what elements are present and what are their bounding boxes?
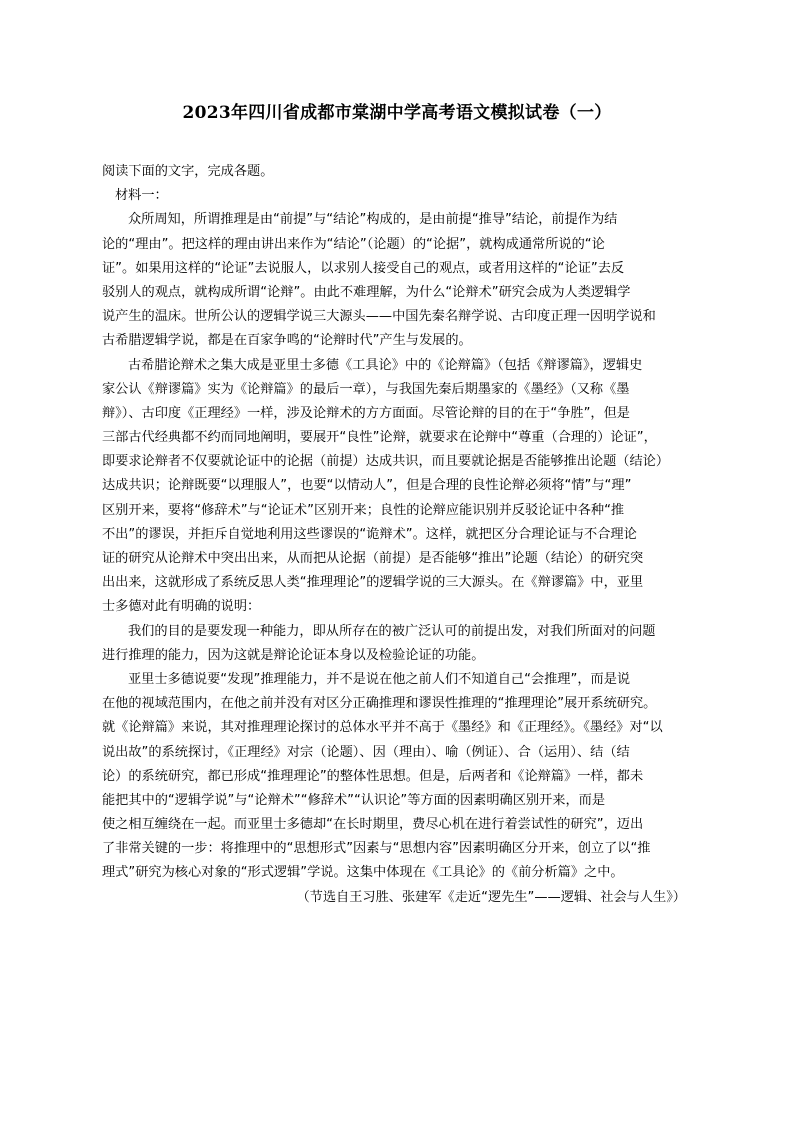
text-line: 不出”的谬误，并拒斥自觉地利用这些谬误的“诡辩术”。这样，就把区分合理论证与不合理论 [102,526,637,542]
text-line: 进行推理的能力，因为这就是辩论论证本身以及检验论证的功能。 [102,647,485,663]
text-line: 理式”研究为核心对象的“形式逻辑”学说。这集中体现在《工具论》的《前分析篇》之中。 [102,865,624,881]
text-line: 我们的目的是要发现一种能力，即从所存在的被广泛认可的前提出发，对我们所面对的问题 [128,623,656,639]
text-line: 家公认《辩谬篇》实为《论辩篇》的最后一章），与我国先秦后期墨家的《墨经》（又称《墨 [102,381,630,397]
text-line: 使之相互缠绕在一起。而亚里士多德却“在长时期里，费尽心机在进行着尝试性的研究”，迈出 [102,817,644,833]
text-line: 材料一： [115,188,168,204]
text-line: 了非常关键的一步：将推理中的“思想形式”因素与“思想内容”因素明确区分开来，创立了以“推 [102,841,651,857]
text-line: 阅读下面的文字，完成各题。 [102,164,274,179]
text-line: 论）的系统研究，都已形成“推理理论”的整体性思想。但是，后两者和《论辩篇》一样，都未 [102,768,644,784]
text-line: 辩》）、古印度《正理经》一样，涉及论辩术的方方面面。尽管论辩的目的在于“争胜”，但是 [102,405,630,421]
text-line: 在他的视域范围内，在他之前并没有对区分正确推理和谬误性推理的“推理理论”展开系统研究。 [102,696,657,712]
text-line: 说出故”的系统探讨，《正理经》对宗（论题）、因（理由）、喻（例证）、合（运用）、结（结 [102,744,630,760]
source-citation: （节选自王习胜、张建军《走近“逻先生”——逻辑、社会与人生》） [296,889,686,905]
text-line: 古希腊论辩术之集大成是亚里士多德《工具论》中的《论辩篇》（包括《辩谬篇》，逻辑史 [128,357,643,373]
text-line: 驳别人的观点，就构成所谓“论辩”。由此不难理解，为什么“论辩术”研究会成为人类逻辑学 [102,284,631,300]
text-line: 众所周知，所谓推理是由“前提”与“结论”构成的，是由前提“推导”结论，前提作为结 [128,212,618,228]
text-line: 达成共识；论辩既要“以理服人”，也要“以情动人”，但是合理的良性论辩必须将“情”与“理” [102,478,632,494]
text-line: 证的研究从论辩术中突出出来，从而把从论据（前提）是否能够“推出”论题（结论）的研究突 [102,551,644,566]
text-line: 即要求论辩者不仅要就论证中的论据（前提）达成共识，而且要就论据是否能够推出论题（结论） [102,454,670,470]
text-line: 能把其中的“逻辑学说”与“论辩术”“修辞术”“认识论”等方面的因素明确区别开来，而是 [102,792,606,808]
text-line: 亚里士多德说要“发现”推理能力，并不是说在他之前人们不知道自己“会推理”，而是说 [128,671,631,687]
text-line: 证”。如果用这样的“论证”去说服人，以求别人接受自己的观点，或者用这样的“论证”去反 [102,260,625,276]
text-line: 论的“理由”。把这样的理由讲出来作为“结论”（论题）的“论据”，就构成通常所说的“论 [102,236,605,252]
text-line: 就《论辩篇》来说，其对推理理论探讨的总体水平并不高于《墨经》和《正理经》。《墨经》对“以 [102,720,663,736]
page-title: 2023年四川省成都市棠湖中学高考语文模拟试卷（一） [182,103,612,123]
text-line: 古希腊逻辑学说，都是在百家争鸣的“论辩时代”产生与发展的。 [102,333,472,349]
text-line: 士多德对此有明确的说明： [102,599,261,615]
text-line: 说产生的温床。世所公认的逻辑学说三大源头——中国先秦名辩学说、古印度正理一因明学说和 [102,309,656,325]
article-body [102,160,692,910]
text-line: 区别开来，要将“修辞术”与“论证术”区别开来；良性的论辩应能识别并反驳论证中各种“推 [102,502,625,518]
text-line: 出出来，这就形成了系统反思人类“推理理论”的逻辑学说的三大源头。在《辩谬篇》中，亚里 [102,575,644,591]
text-line: 三部古代经典都不约而同地阐明，要展开“良性”论辩，就要求在论辩中“尊重（合理的）论证”， [102,430,657,446]
